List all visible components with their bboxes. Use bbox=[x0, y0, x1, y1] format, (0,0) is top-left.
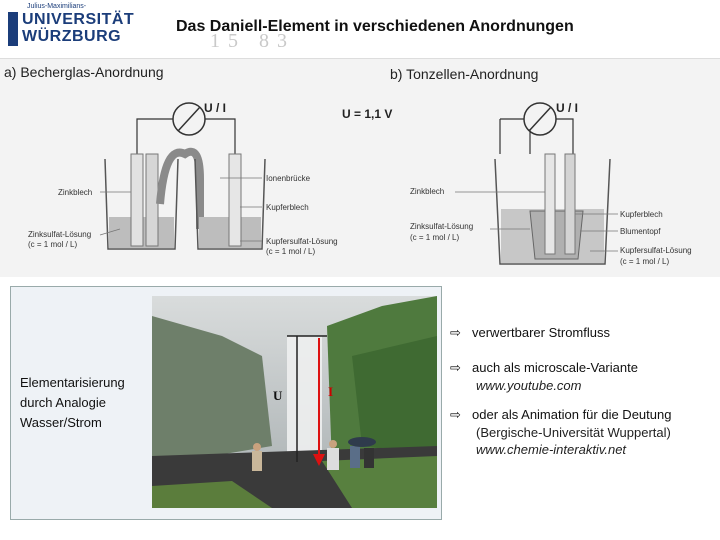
youtube-link[interactable]: www.youtube.com bbox=[476, 378, 582, 393]
label-zinksulfat-b: Zinksulfat-Lösung bbox=[410, 222, 474, 231]
slide-title: Das Daniell-Element in verschiedenen Anordnungen bbox=[176, 18, 574, 35]
waterfall-photo bbox=[152, 296, 437, 508]
logo-line2: WÜRZBURG bbox=[22, 28, 122, 45]
label-zinksulfat-a: Zinksulfat-Lösung bbox=[28, 230, 92, 239]
label-kupfersulfat-b: Kupfersulfat-Lösung bbox=[620, 246, 692, 255]
watermark: 15 83 bbox=[210, 30, 295, 52]
university-logo[interactable] bbox=[4, 2, 169, 54]
analogy-text bbox=[20, 373, 125, 433]
label-clay-cell-arrangement: b) Tonzellen-Anordnung bbox=[390, 66, 539, 82]
label-ionenbruecke: Ionenbrücke bbox=[266, 174, 311, 183]
diagram-drawing bbox=[0, 59, 720, 277]
arrow-icon: ⇨ bbox=[450, 325, 461, 340]
meter-label-a: U / I bbox=[204, 101, 227, 115]
analogy-line-2: durch Analogie bbox=[20, 395, 107, 410]
logo-small-text: Julius-Maximilians- bbox=[27, 3, 87, 10]
label-beaker-arrangement: a) Becherglas-Anordnung bbox=[4, 64, 164, 80]
label-zinksulfat-conc-b: (c = 1 mol / L) bbox=[410, 233, 460, 242]
arrow-icon: ⇨ bbox=[450, 360, 461, 375]
label-kupfersulfat-conc-b: (c = 1 mol / L) bbox=[620, 257, 670, 266]
chemie-interaktiv-link[interactable]: www.chemie-interaktiv.net bbox=[476, 442, 627, 457]
meter-label-b: U / I bbox=[556, 101, 579, 115]
label-blumentopf: Blumentopf bbox=[620, 227, 661, 236]
logo-line1: UNIVERSITÄT bbox=[22, 11, 135, 28]
label-zinksulfat-conc-a: (c = 1 mol / L) bbox=[28, 240, 78, 249]
label-kupferblech-a: Kupferblech bbox=[266, 203, 309, 212]
bullet-3-text: oder als Animation für die Deutung bbox=[472, 407, 672, 422]
logo-mark bbox=[8, 12, 18, 46]
label-kupfersulfat-conc-a: (c = 1 mol / L) bbox=[266, 247, 316, 256]
analogy-line-1: Elementarisierung bbox=[20, 375, 125, 390]
label-zinkblech-b: Zinkblech bbox=[410, 187, 445, 196]
header bbox=[0, 0, 720, 58]
arrow-icon: ⇨ bbox=[450, 407, 461, 422]
bullet-3-source: (Bergische-Universität Wuppertal) bbox=[476, 425, 671, 440]
daniell-diagram bbox=[0, 58, 720, 277]
label-kupfersulfat-a: Kupfersulfat-Lösung bbox=[266, 237, 338, 246]
label-u: U bbox=[273, 388, 283, 403]
label-zinkblech-a: Zinkblech bbox=[58, 188, 93, 197]
label-kupferblech-b: Kupferblech bbox=[620, 210, 663, 219]
bullet-2-text: auch als microscale-Variante bbox=[472, 360, 638, 375]
label-i: I bbox=[328, 384, 334, 399]
bullet-1-text: verwertbarer Stromfluss bbox=[472, 325, 610, 340]
waterfall-illustration bbox=[152, 296, 437, 508]
voltage-label: U = 1,1 V bbox=[342, 107, 393, 121]
analogy-line-3: Wasser/Strom bbox=[20, 415, 102, 430]
